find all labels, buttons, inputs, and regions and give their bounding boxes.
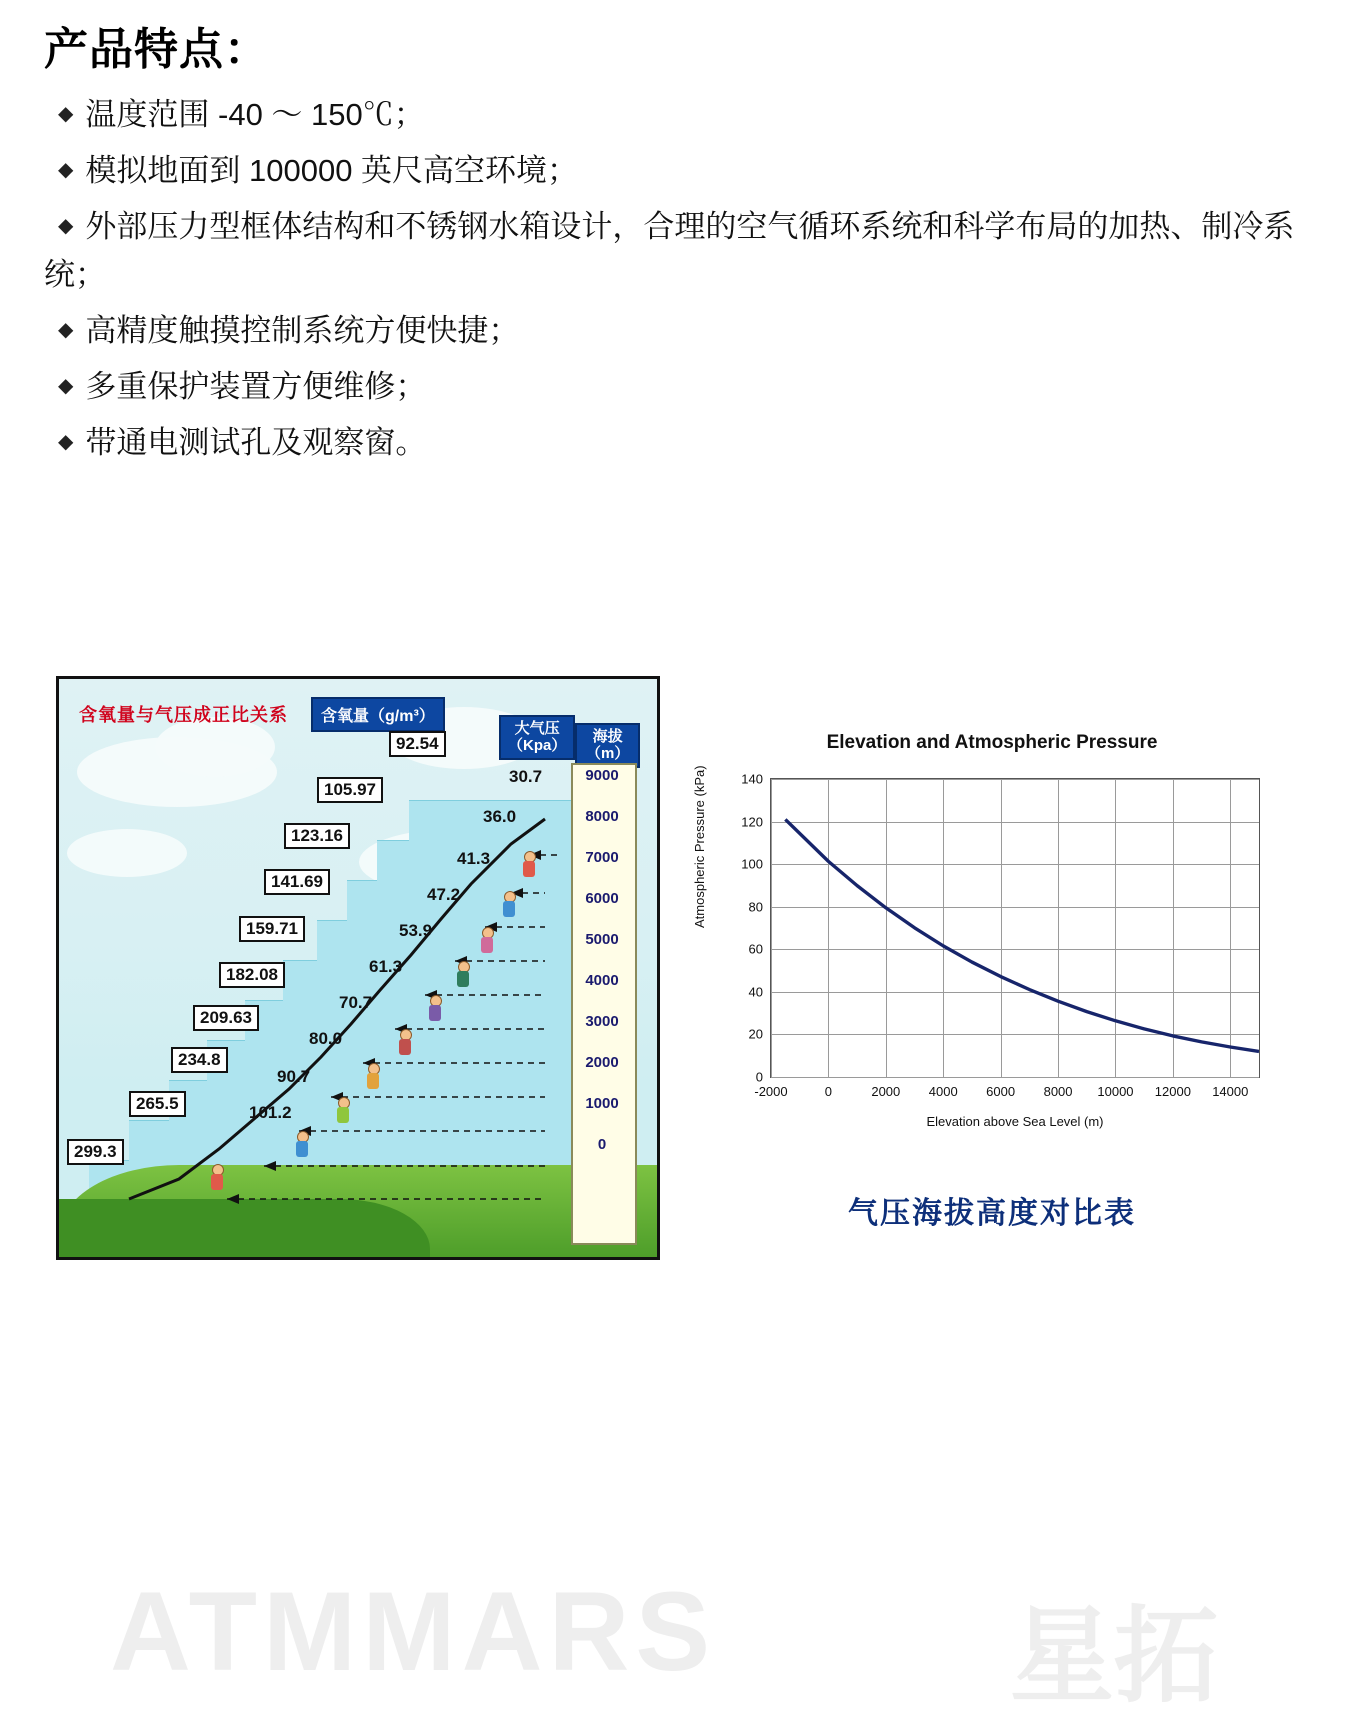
diamond-bullet-icon: ◆ <box>58 214 74 237</box>
altitude-header-line2: （m） <box>586 745 630 763</box>
x-axis-tick-label: 6000 <box>986 1084 1016 1099</box>
figures-section <box>0 672 1360 1715</box>
oxygen-value: 299.3 <box>67 1139 124 1165</box>
pressure-value: 70.7 <box>339 993 373 1012</box>
climber-figure <box>335 1097 351 1123</box>
pressure-value: 61.3 <box>369 957 403 976</box>
pressure-column-header <box>499 715 575 760</box>
slope-and-arrows <box>59 679 660 1260</box>
chart-plot-area <box>741 771 1260 1099</box>
oxygen-value: 182.08 <box>219 962 285 988</box>
pressure-curve <box>771 779 1259 1077</box>
climber-figure <box>427 995 443 1021</box>
oxygen-column-header: 含氧量（g/m³） <box>311 697 445 732</box>
climber-figure <box>501 891 517 917</box>
x-axis-tick-label: 12000 <box>1154 1084 1191 1099</box>
altitude-value: 8000 <box>585 808 619 825</box>
pressure-header-line2: （Kpa） <box>508 737 567 755</box>
pressure-value: 101.2 <box>249 1103 292 1122</box>
altitude-value: 6000 <box>585 890 619 907</box>
y-axis-tick-label: 140 <box>741 771 763 787</box>
chart-caption: 气压海拔高度对比表 <box>848 1197 1136 1230</box>
feature-item <box>44 363 1334 411</box>
altitude-column-background <box>571 763 637 1245</box>
x-axis-label: Elevation above Sea Level (m) <box>926 1114 1104 1129</box>
y-axis-tick-label: 80 <box>748 899 763 915</box>
y-axis-tick-label: 20 <box>748 1026 763 1042</box>
altitude-value: 1000 <box>585 1095 619 1112</box>
oxygen-value: 92.54 <box>389 731 446 757</box>
pressure-value: 47.2 <box>427 885 461 904</box>
oxygen-value: 105.97 <box>317 777 383 803</box>
feature-text: 带通电测试孔及观察窗。 <box>85 425 427 461</box>
diamond-bullet-icon: ◆ <box>58 158 74 181</box>
y-axis-tick-label: 0 <box>755 1069 763 1085</box>
pressure-elevation-chart <box>672 690 1312 1180</box>
climber-figure <box>365 1063 381 1089</box>
x-axis-tick-label: 2000 <box>871 1084 901 1099</box>
feature-item <box>44 203 1334 299</box>
altitude-value: 0 <box>597 1136 607 1153</box>
y-axis-tick-label: 100 <box>741 856 763 872</box>
feature-item <box>44 307 1334 355</box>
climber-figure <box>397 1029 413 1055</box>
altitude-column-header <box>575 723 640 768</box>
climber-figure <box>455 961 471 987</box>
diamond-bullet-icon: ◆ <box>58 375 74 398</box>
x-axis-tick-label: 10000 <box>1097 1084 1134 1099</box>
illustration-title: 含氧量与气压成正比关系 <box>79 705 288 725</box>
altitude-value: 3000 <box>585 1013 619 1030</box>
climber-figure <box>479 927 495 953</box>
pressure-value: 30.7 <box>509 767 543 786</box>
altitude-value: 5000 <box>585 931 619 948</box>
pressure-value: 53.9 <box>399 921 433 940</box>
diamond-bullet-icon: ◆ <box>58 431 74 454</box>
y-axis-label: Atmospheric Pressure (kPa) <box>692 765 707 928</box>
x-axis-tick-label: 8000 <box>1043 1084 1073 1099</box>
oxygen-value: 265.5 <box>129 1091 186 1117</box>
product-features-section <box>44 24 1334 475</box>
altitude-value: 2000 <box>585 1054 619 1071</box>
chart-title: Elevation and Atmospheric Pressure <box>826 732 1158 753</box>
page-title: 产品特点： <box>44 25 269 74</box>
y-axis-tick-label: 60 <box>748 941 763 957</box>
diamond-bullet-icon: ◆ <box>58 318 74 341</box>
feature-text: 多重保护装置方便维修； <box>85 369 427 405</box>
x-axis-tick-label: 4000 <box>928 1084 958 1099</box>
feature-item <box>44 91 1334 139</box>
feature-text: 模拟地面到 100000 英尺高空环境； <box>85 152 579 188</box>
feature-item <box>44 419 1334 467</box>
x-axis-tick-label: 0 <box>824 1084 833 1099</box>
oxygen-value: 141.69 <box>264 869 330 895</box>
altitude-value: 4000 <box>585 972 619 989</box>
altitude-value: 7000 <box>585 849 619 866</box>
pressure-value: 90.7 <box>277 1067 311 1086</box>
y-axis-tick-label: 40 <box>748 984 763 1000</box>
climber-figure <box>521 851 537 877</box>
oxygen-value: 159.71 <box>239 916 305 942</box>
x-axis-tick-label: -2000 <box>754 1084 788 1099</box>
x-axis-tick-label: 14000 <box>1212 1084 1249 1099</box>
feature-text: 外部压力型框体结构和不锈钢水箱设计，合理的空气循环系统和科学布局的加热、制冷系统； <box>44 208 1295 292</box>
feature-text: 高精度触摸控制系统方便快捷； <box>85 312 520 348</box>
pressure-value: 41.3 <box>457 849 491 868</box>
oxygen-value: 123.16 <box>284 823 350 849</box>
climber-figure <box>209 1164 225 1190</box>
pressure-header-line1: 大气压 <box>514 720 560 737</box>
altitude-value: 9000 <box>585 767 619 784</box>
oxygen-altitude-illustration <box>56 676 660 1260</box>
pressure-value: 80.0 <box>309 1029 343 1048</box>
feature-item <box>44 147 1334 195</box>
climber-figure <box>294 1131 310 1157</box>
watermark-latin: ATMMARS <box>110 1569 717 1694</box>
oxygen-value: 234.8 <box>171 1047 228 1073</box>
oxygen-value: 209.63 <box>193 1005 259 1031</box>
gridline-horizontal <box>771 1077 1259 1078</box>
diamond-bullet-icon: ◆ <box>58 102 74 125</box>
feature-text: 温度范围 -40 ～ 150℃； <box>85 96 425 132</box>
watermark-chinese: 星拓 <box>1010 1599 1219 1715</box>
pressure-value: 36.0 <box>483 807 517 826</box>
altitude-header-line1: 海拔 <box>592 728 623 745</box>
y-axis-tick-label: 120 <box>741 814 763 830</box>
